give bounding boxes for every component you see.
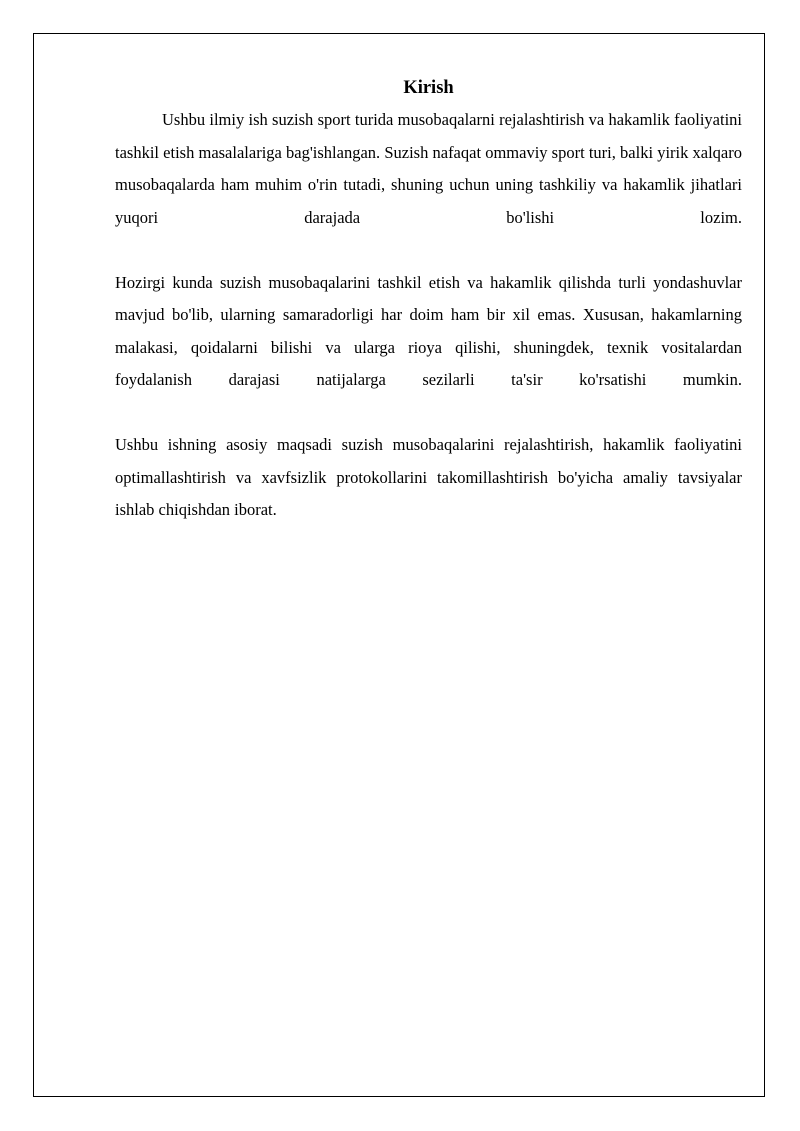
paragraph-gap [115,397,742,430]
paragraph-aim: Ushbu ishning asosiy maqsadi suzish musobaqalarini rejalashtirish, hakamlik faoliyatini optimallashtirish va xavfsizlik protokollarini takomillashtirish bo'yicha amaliy tavsiyalar ishlab chiqishdan iborat. [115,435,742,519]
document-body [115,76,742,527]
paragraph-intro: Ushbu ilmiy ish suzish sport turida musobaqalarni rejalashtirish va hakamlik faoliyatini tashkil etish masalalariga bag'ishlangan. Suzish nafaqat ommaviy sport turi, balki yirik xalqaro musobaqalarda ham muhim o'rin tutadi, shuning uchun uning tashkiliy va hakamlik jihatlari yuqori darajada bo'lishi lozim. [115,110,742,227]
document-title: Kirish [403,78,454,98]
paragraph-gap [115,234,742,267]
paragraph-current-state: Hozirgi kunda suzish musobaqalarini tashkil etish va hakamlik qilishda turli yondashuvlar mavjud bo'lib, ularning samaradorligi har doim ham bir xil emas. Xususan, hakamlarning malakasi, qoidalarni bilishi va ularga rioya qilishi, shuningdek, texnik vositalardan foydalanish darajasi natijalarga sezilarli ta'sir ko'rsatishi mumkin. [115,272,742,389]
